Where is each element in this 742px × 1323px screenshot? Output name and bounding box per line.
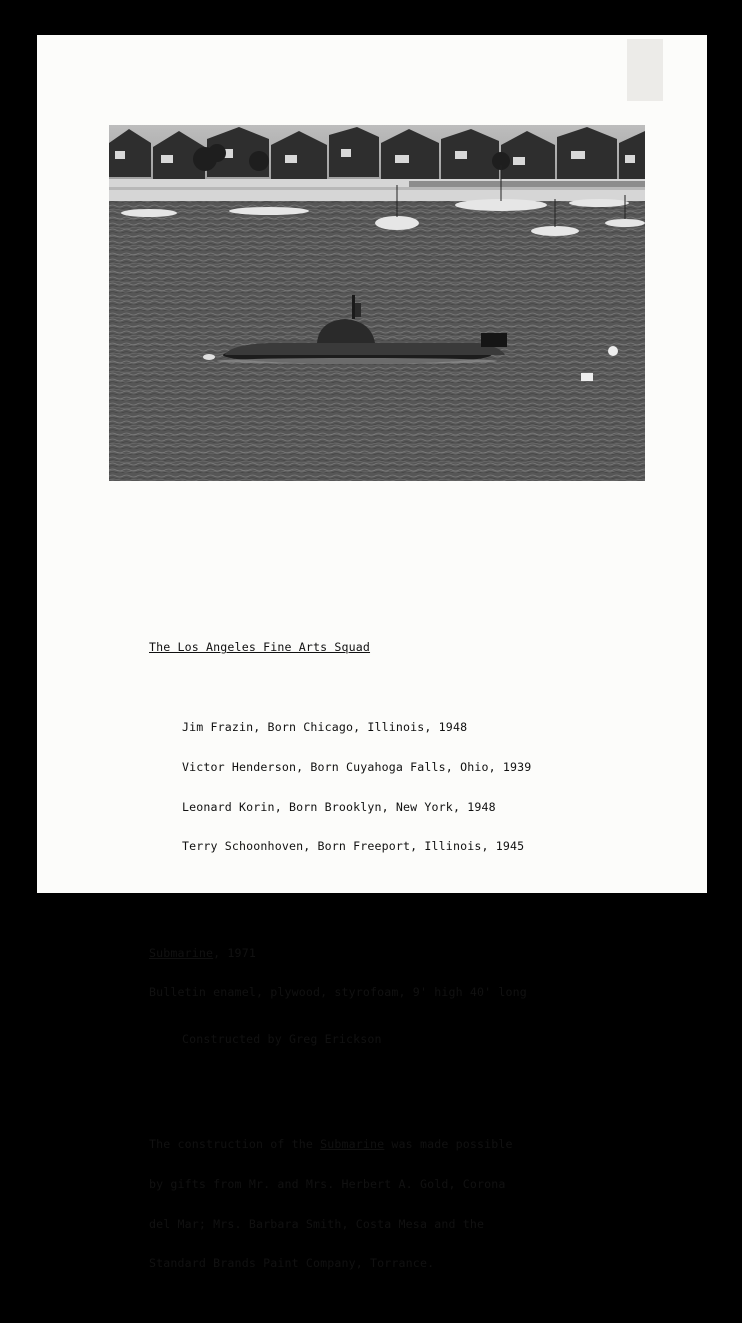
credit-suffix: was made possible <box>384 1137 513 1152</box>
work-title: Submarine <box>149 945 214 960</box>
work-info <box>149 920 689 1072</box>
credit-paragraph <box>149 1112 689 1297</box>
credit-line-2: by gifts from Mr. and Mrs. Herbert A. Gold, Corona <box>149 1176 506 1191</box>
credit-line-3: del Mar; Mrs. Barbara Smith, Costa Mesa and the <box>149 1216 485 1231</box>
work-year: , 1971 <box>213 945 256 960</box>
submarine-harbor-photo <box>109 125 645 481</box>
credit-line-1 <box>149 1138 689 1151</box>
credit-work-title: Submarine <box>320 1137 385 1152</box>
document-page <box>37 35 707 1271</box>
credit-prefix: The construction of the <box>149 1137 321 1152</box>
member-line: Victor Henderson, Born Cuyahoga Falls, Ohio, 1939 <box>182 760 532 775</box>
corner-tab-mark <box>627 39 663 101</box>
squad-title: The Los Angeles Fine Arts Squad <box>149 640 371 655</box>
work-materials: Bulletin enamel, plywood, styrofoam, 9' high 40' long <box>149 985 527 1000</box>
artwork-caption <box>149 615 689 1323</box>
photo-illustration <box>109 125 645 481</box>
member-list <box>182 695 689 880</box>
member-line: Leonard Korin, Born Brooklyn, New York, 1948 <box>182 799 496 814</box>
constructed-by: Constructed by Greg Erickson <box>182 1031 382 1046</box>
member-line: Terry Schoonhoven, Born Freeport, Illinois, 1945 <box>182 839 525 854</box>
credit-line-4: Standard Brands Paint Company, Torrance. <box>149 1256 435 1271</box>
work-title-line <box>149 947 689 960</box>
member-line: Jim Frazin, Born Chicago, Illinois, 1948 <box>182 720 468 735</box>
